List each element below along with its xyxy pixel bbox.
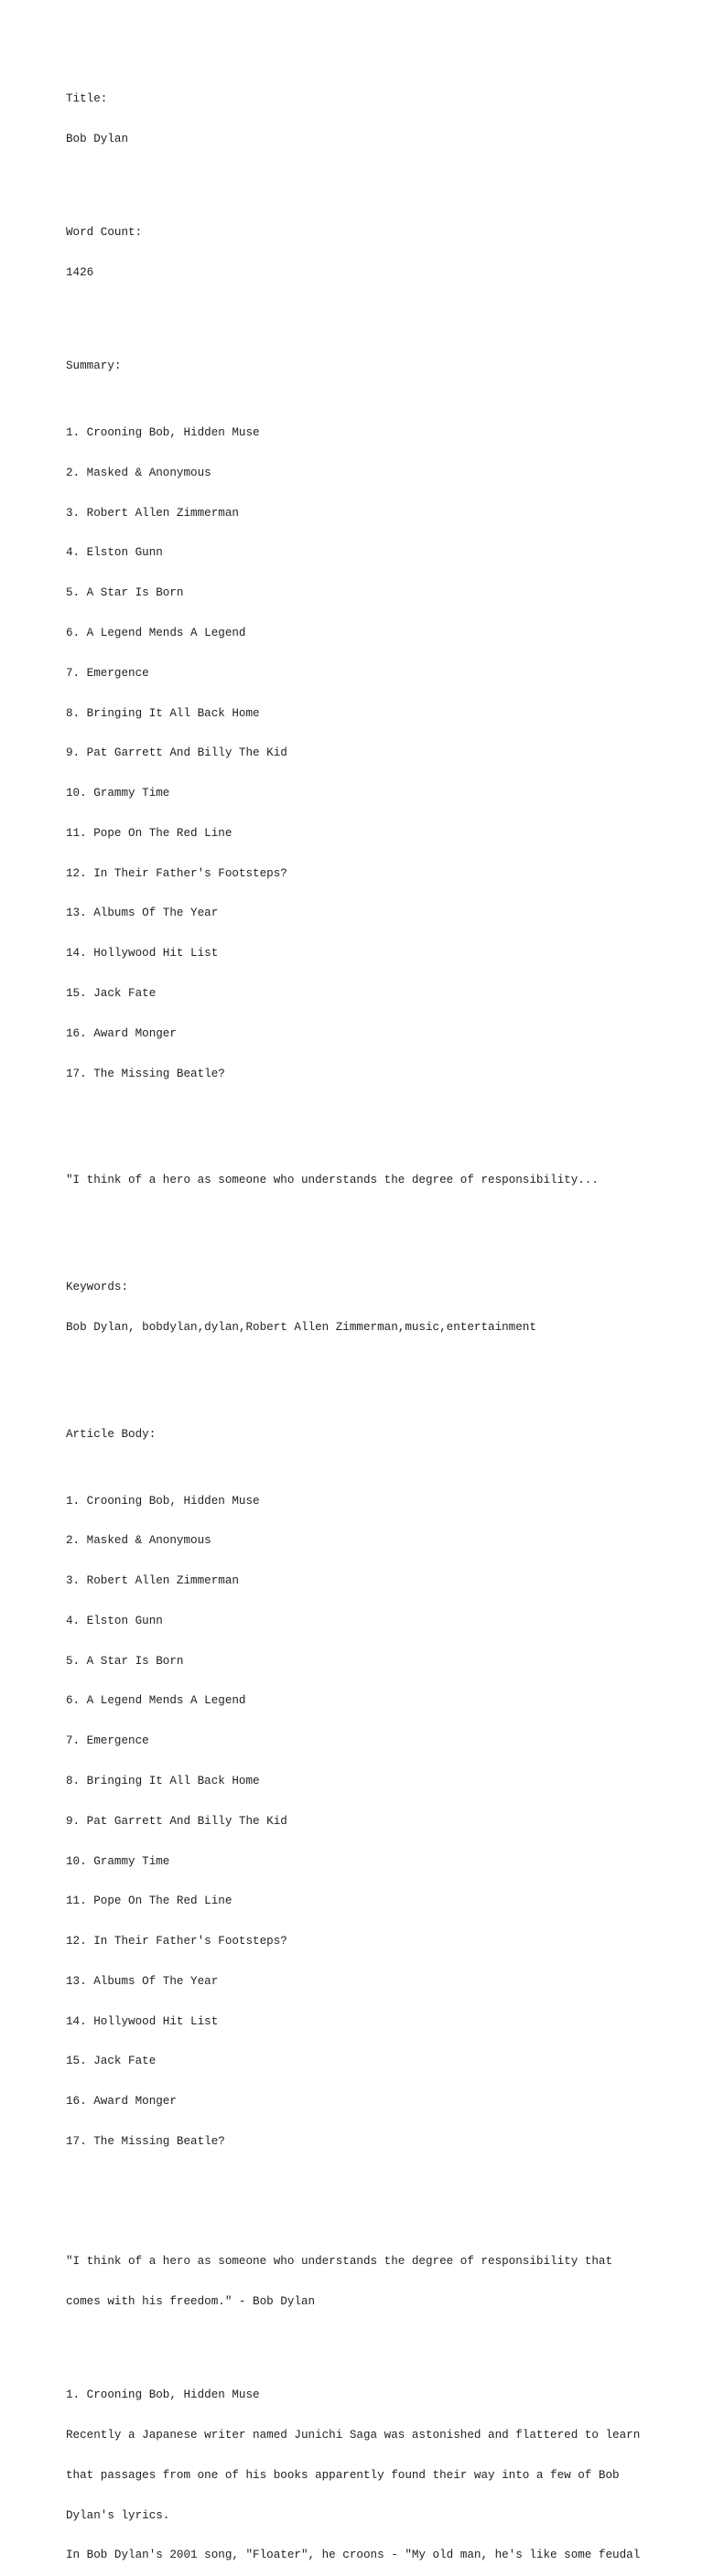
list-item: 13. Albums Of The Year [66, 907, 219, 920]
list-item: 9. Pat Garrett And Billy The Kid [66, 746, 287, 760]
list-item: 11. Pope On The Red Line [66, 1894, 233, 1908]
list-item: 12. In Their Father's Footsteps? [66, 866, 287, 880]
list-item: 1. Crooning Bob, Hidden Muse [66, 1494, 260, 1508]
keywords-value: Bob Dylan, bobdylan,dylan,Robert Allen Zimmerman,music,entertainment [66, 1320, 536, 1334]
document-page [66, 66, 670, 2576]
keywords-label: Keywords: [66, 1281, 129, 1294]
list-item: 7. Emergence [66, 666, 149, 680]
paragraph-line: In Bob Dylan's 2001 song, "Floater", he croons - "My old man, he's like some feudal [66, 2549, 641, 2562]
list-item: 3. Robert Allen Zimmerman [66, 1574, 239, 1588]
list-item: 8. Bringing It All Back Home [66, 1775, 260, 1787]
spacer [66, 173, 670, 187]
body-quote-line: comes with his freedom." - Bob Dylan [66, 2295, 316, 2309]
list-item: 1. Crooning Bob, Hidden Muse [66, 426, 260, 440]
list-item: 9. Pat Garrett And Billy The Kid [66, 1814, 287, 1828]
list-item: 17. The Missing Beatle? [66, 2135, 225, 2149]
list-item: 13. Albums Of The Year [66, 1974, 219, 1988]
paragraph-line: Recently a Japanese writer named Junichi Saga was astonished and flattered to learn [66, 2429, 641, 2442]
list-item: 2. Masked & Anonymous [66, 1534, 211, 1548]
list-item: 4. Elston Gunn [66, 546, 163, 560]
list-item: 14. Hollywood Hit List [66, 947, 219, 961]
summary-label: Summary: [66, 360, 122, 373]
body-quote-line: "I think of a hero as someone who understands the degree of responsibility that [66, 2255, 613, 2269]
spacer [66, 2335, 670, 2349]
title-label: Title: [66, 92, 108, 106]
list-item: 12. In Their Father's Footsteps? [66, 1935, 287, 1948]
word-count-label: Word Count: [66, 226, 143, 240]
list-item: 11. Pope On The Red Line [66, 826, 233, 840]
article-body-label: Article Body: [66, 1427, 157, 1441]
paragraph-line: that passages from one of his books apparently found their way into a few of Bob [66, 2468, 620, 2482]
list-item: 3. Robert Allen Zimmerman [66, 506, 239, 520]
spacer [66, 1361, 670, 1388]
spacer [66, 306, 670, 320]
list-item: 16. Award Monger [66, 2095, 177, 2109]
spacer [66, 1134, 670, 1148]
list-item: 8. Bringing It All Back Home [66, 706, 260, 720]
list-item: 5. A Star Is Born [66, 586, 184, 600]
list-item: 14. Hollywood Hit List [66, 2014, 219, 2028]
list-item: 10. Grammy Time [66, 1854, 170, 1868]
list-item: 6. A Legend Mends A Legend [66, 626, 246, 639]
list-item: 2. Masked & Anonymous [66, 466, 211, 479]
article-body-list [66, 1467, 670, 2174]
paragraph-line: Dylan's lyrics. [66, 2508, 170, 2522]
list-item: 10. Grammy Time [66, 787, 170, 800]
list-item: 15. Jack Fate [66, 2055, 157, 2068]
summary-quote: "I think of a hero as someone who understands the degree of responsibility... [66, 1174, 599, 1187]
summary-list [66, 400, 670, 1107]
list-item: 4. Elston Gunn [66, 1614, 163, 1627]
list-item: 15. Jack Fate [66, 986, 157, 1000]
list-item: 17. The Missing Beatle? [66, 1067, 225, 1080]
list-item: 6. A Legend Mends A Legend [66, 1694, 246, 1708]
spacer [66, 1214, 670, 1240]
list-item: 5. A Star Is Born [66, 1654, 184, 1668]
section-heading: 1. Crooning Bob, Hidden Muse [66, 2388, 260, 2402]
title-value: Bob Dylan [66, 132, 129, 145]
list-item: 16. Award Monger [66, 1026, 177, 1040]
word-count-value: 1426 [66, 265, 94, 279]
list-item: 7. Emergence [66, 1734, 149, 1748]
spacer [66, 2202, 670, 2216]
